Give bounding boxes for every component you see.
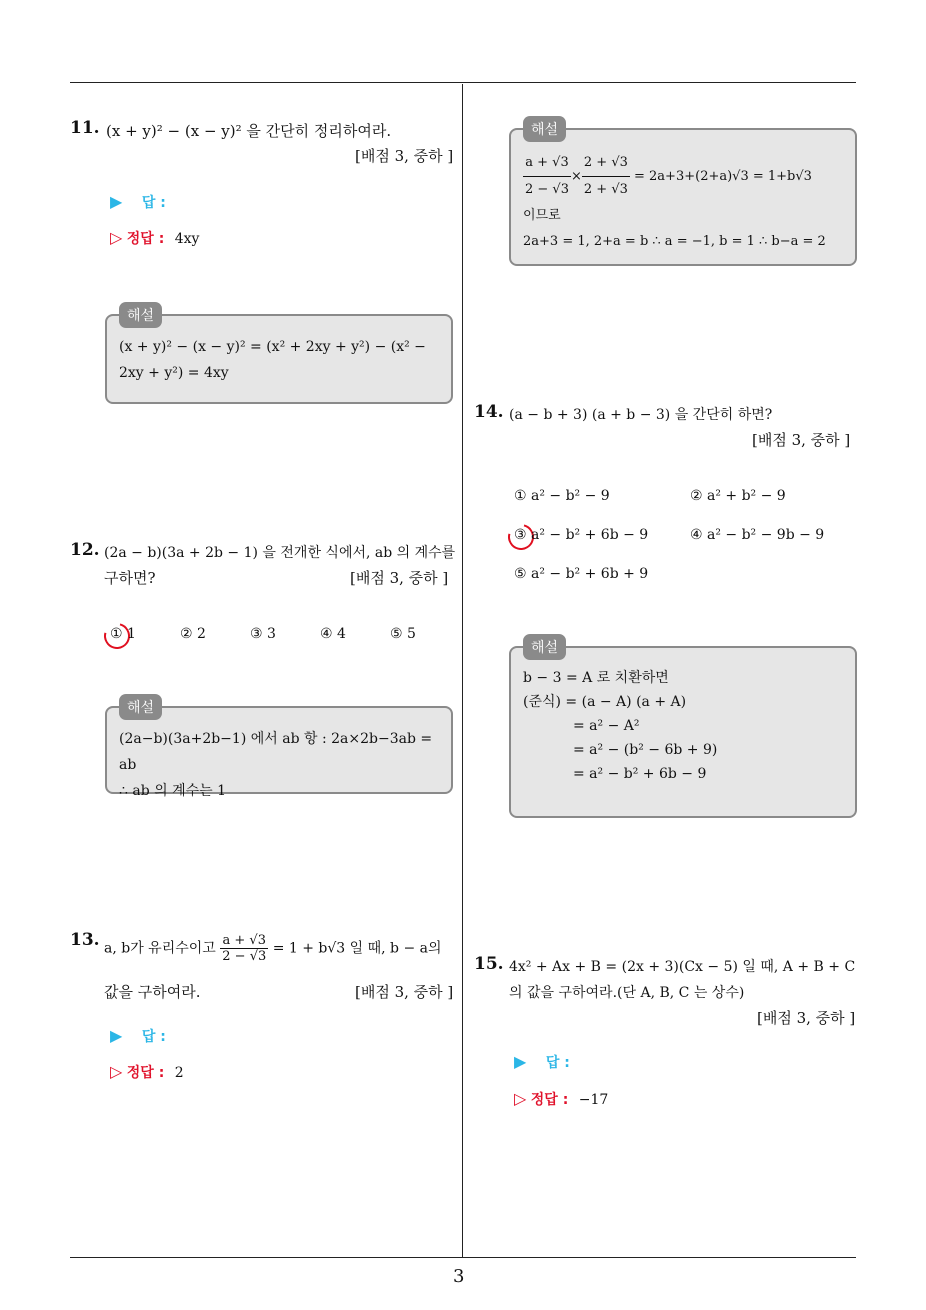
solution-tag: 해설	[523, 116, 566, 142]
q15-text-line1: 4x² + Ax + B = (2x + 3)(Cx − 5) 일 때, A + B + C	[509, 959, 856, 975]
q12-choice-2[interactable]: ② 2	[180, 626, 206, 642]
q11-meta: [배점 3, 중하 ]	[355, 147, 454, 165]
q13-text-post: = 1 + b√3 일 때, b − a의	[272, 940, 442, 957]
q11-number: 11.	[70, 118, 100, 138]
q14-choice-2[interactable]: ② a² + b² − 9	[690, 488, 786, 504]
q12-choice-5[interactable]: ⑤ 5	[390, 626, 416, 642]
q14-meta: [배점 3, 중하 ]	[752, 431, 851, 449]
solution-line: = a² − A²	[573, 718, 640, 734]
q11-key-row	[110, 228, 199, 248]
column-divider	[462, 84, 463, 1257]
q11-solution-box	[105, 308, 453, 404]
fraction-denominator: 2 − √3	[525, 182, 569, 197]
q13-answer-row[interactable]	[110, 1026, 166, 1046]
q13-key-row	[110, 1062, 184, 1082]
q13-fraction	[220, 933, 268, 964]
fraction-numerator: 2 + √3	[582, 150, 630, 177]
outline-triangle-icon: ▷	[110, 1062, 123, 1081]
key-label: 정답 :	[530, 1092, 569, 1108]
q13-text-line2: 값을 구하여라.	[104, 983, 201, 1001]
q12-number: 12.	[70, 540, 100, 560]
play-icon: ▶	[110, 1026, 123, 1045]
q13-solution-box	[509, 122, 857, 266]
q14-choice-5[interactable]: ⑤ a² − b² + 6b + 9	[514, 566, 649, 582]
q11-answer-row[interactable]	[110, 192, 166, 212]
q15-meta: [배점 3, 중하 ]	[757, 1009, 856, 1027]
fraction-numerator: a + √3	[523, 150, 571, 177]
sol-line1-rest: = 2a+3+(2+a)√3 = 1+b√3	[634, 169, 812, 184]
q14-number: 14.	[474, 402, 504, 422]
key-value: 2	[174, 1065, 184, 1081]
solution-line: 이므로	[523, 208, 561, 223]
q12-text-line1: (2a − b)(3a + 2b − 1) 을 전개한 식에서, ab 의 계수를	[104, 545, 456, 561]
solution-line: = a² − (b² − 6b + 9)	[573, 742, 718, 758]
q12-solution-box	[105, 700, 453, 799]
q15-text-line2: 의 값을 구하여라.(단 A, B, C 는 상수)	[509, 985, 745, 1001]
solution-tag: 해설	[523, 634, 566, 660]
q14-choice-4[interactable]: ④ a² − b² − 9b − 9	[690, 527, 825, 543]
outline-triangle-icon: ▷	[514, 1089, 527, 1108]
solution-line: 2a+3 = 1, 2+a = b ∴ a = −1, b = 1 ∴ b−a = 2	[523, 234, 826, 249]
page-number: 3	[453, 1266, 465, 1287]
q13-text	[104, 933, 442, 964]
fraction-denominator: 2 + √3	[583, 182, 628, 197]
top-rule	[70, 82, 856, 83]
play-icon: ▶	[110, 192, 123, 211]
outline-triangle-icon: ▷	[110, 228, 123, 247]
q12-choice-4[interactable]: ④ 4	[320, 626, 346, 642]
q14-text: (a − b + 3) (a + b − 3) 을 간단히 하면?	[509, 407, 773, 423]
fraction-numerator: a + √3	[220, 933, 268, 949]
sol-fraction-1	[523, 150, 571, 203]
q11-text: (x + y)² − (x − y)² 을 간단히 정리하여라.	[106, 122, 392, 140]
play-icon: ▶	[514, 1052, 527, 1071]
q13-text-pre: a, b가 유리수이고	[104, 940, 216, 957]
q12-choice-3[interactable]: ③ 3	[250, 626, 276, 642]
answer-label: 답 :	[141, 1029, 166, 1045]
solution-line: b − 3 = A 로 치환하면	[523, 670, 669, 686]
key-value: −17	[578, 1092, 609, 1108]
key-label: 정답 :	[126, 1065, 165, 1081]
solution-line: 2xy + y²) = 4xy	[119, 365, 229, 381]
solution-line: (2a−b)(3a+2b−1) 에서 ab 항 : 2a×2b−3ab = ab	[119, 731, 433, 773]
solution-line: ∴ ab 의 계수는 1	[119, 783, 227, 799]
q15-key-row	[514, 1089, 608, 1109]
solution-tag: 해설	[119, 302, 162, 328]
solution-tag: 해설	[119, 694, 162, 720]
q14-solution-box	[509, 640, 857, 818]
answer-label: 답 :	[545, 1055, 570, 1071]
answer-label: 답 :	[141, 195, 166, 211]
key-label: 정답 :	[126, 231, 165, 247]
solution-line: = a² − b² + 6b − 9	[573, 766, 707, 782]
q13-number: 13.	[70, 930, 100, 950]
q12-choice-1[interactable]: ① 1	[110, 626, 136, 642]
bottom-rule	[70, 1257, 856, 1258]
solution-line: $\frac{a + √3}{2 - √3}$ × $\frac{2 + √3}{2 + √3}$ = 2a+3+(2+a)√3 = 1+b√3	[523, 150, 843, 203]
sol-fraction-2	[582, 150, 630, 203]
q13-meta: [배점 3, 중하 ]	[355, 983, 454, 1001]
solution-line: (준식) = (a − A) (a + A)	[523, 694, 687, 710]
solution-line: (x + y)² − (x − y)² = (x² + 2xy + y²) − (x² −	[119, 339, 426, 355]
fraction-denominator: 2 − √3	[222, 949, 267, 964]
q14-choice-3[interactable]: ③ a² − b² + 6b − 9	[514, 527, 649, 543]
q15-answer-row[interactable]	[514, 1052, 570, 1072]
q12-meta: [배점 3, 중하 ]	[350, 569, 449, 587]
q15-number: 15.	[474, 954, 504, 974]
q14-choice-1[interactable]: ① a² − b² − 9	[514, 488, 610, 504]
q12-text-line2: 구하면?	[104, 569, 156, 587]
key-value: 4xy	[174, 231, 200, 247]
